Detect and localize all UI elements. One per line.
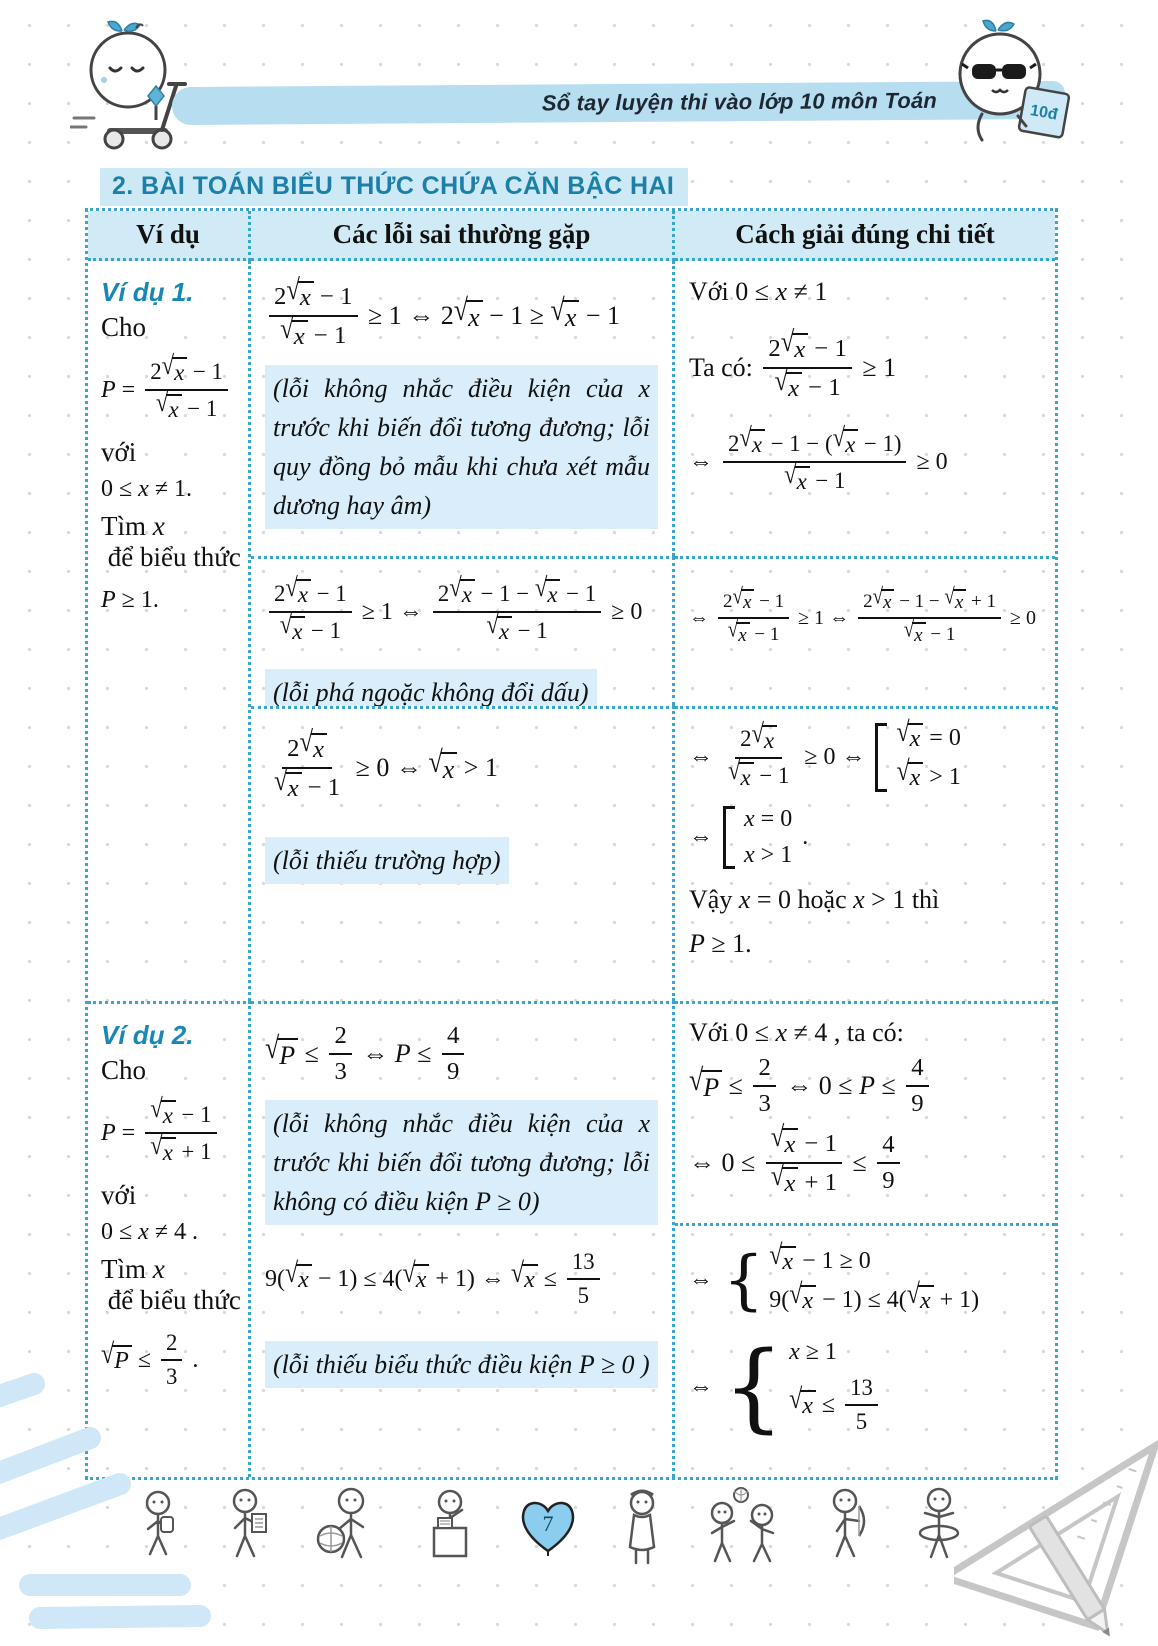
column-header-mistakes: Các lỗi sai thường gặp xyxy=(251,211,675,261)
mistake-note: (lỗi thiếu trường hợp) xyxy=(265,837,509,884)
column-header-solution: Cách giải đúng chi tiết xyxy=(675,211,1055,261)
example2-label: Ví dụ 2. xyxy=(101,1020,194,1050)
formula-line: ⇔ { x ≥ 1 √ x ≤ $\frac{13}{5}$ xyxy=(689,1339,1041,1435)
section-title: 2. BÀI TOÁN BIỂU THỨC CHỨA CĂN BẬC HAI xyxy=(100,168,688,206)
example1-condition: 0 ≤ x ≠ 1. xyxy=(101,476,192,502)
example-table xyxy=(85,208,1058,1480)
formula-line: 2 √ x − 1 √ x − 1 ≥ 1 ⇔ 2 √ x − 1 ≥ √ x − 1 xyxy=(265,281,658,351)
mascot-sunglasses-icon xyxy=(938,16,1083,166)
mistake-note: (lỗi không nhắc điều kiện của x trước khi biến đổi tương đương; lỗi không có điều kiện P ≥ 0) xyxy=(265,1100,658,1225)
mascot-scooter-icon xyxy=(70,18,210,153)
doodle-student-desk-icon xyxy=(422,1488,476,1568)
example1-label: Ví dụ 1. xyxy=(101,277,194,307)
example2-intro: Cho xyxy=(101,1055,147,1085)
page-number-heart xyxy=(516,1495,580,1562)
example1-cell xyxy=(88,261,251,1001)
doodle-student-hat-icon xyxy=(620,1487,664,1569)
example2-cond-label: với xyxy=(101,1180,137,1210)
formula-line: ⇔ { √ x − 1 ≥ 0 9( √ x − 1) ≤ 4( √ x + 1) xyxy=(689,1240,980,1318)
formula-line: 9( √ x − 1) ≤ 4( √ x + 1) ⇔ √ x ≤ $\frac{13}{5}$ xyxy=(265,1249,658,1309)
formula-line: Vậy x = 0 hoặc x > 1 thì xyxy=(689,885,940,914)
example1-task: Tìm x để biểu thức xyxy=(101,511,241,572)
example1-solution1-cell xyxy=(675,261,1055,556)
formula-line: ⇔ 0 ≤ √ x − 1 √ x + 1 ≤ $\frac{4}{9}$ xyxy=(689,1128,1041,1198)
header-ribbon-title: Sổ tay luyện thi vào lớp 10 môn Toán xyxy=(541,87,938,116)
formula-line: ⇔ 2 √ x − 1 √ x − 1 ≥ 1 ⇔ 2 √ x − 1 − √ x + 1 √ x − 1 ≥ 0 xyxy=(689,584,1036,646)
example1-target: P ≥ 1. xyxy=(101,587,159,613)
formula-line: ⇔ 2 √ x √ x − 1 ≥ 0 ⇔ √ x = 0 √ x > 1 xyxy=(689,717,961,791)
formula-line: ⇔ x = 0 x > 1 . xyxy=(689,806,809,868)
column-header-example: Ví dụ xyxy=(88,211,251,261)
formula-line: √ P ≤ $\frac{2}{3}$ ⇔ P ≤ $\frac{4}{9}$ xyxy=(265,1022,658,1086)
score-badge: 10đ xyxy=(1028,102,1059,124)
formula-line: ⇔ 2 √ x − 1 − ( √ x − 1) √ x − 1 ≥ 0 xyxy=(689,422,948,494)
set-square-pencil-icon xyxy=(954,1412,1158,1646)
mistake-note: (lỗi phá ngoặc không đổi dấu) xyxy=(265,669,597,706)
formula-line: Với 0 ≤ x ≠ 1 xyxy=(689,277,828,306)
formula-line: 2 √ x − 1 √ x − 1 ≥ 1 ⇔ 2 √ x − 1 − √ x − 1 √ x − 1 ≥ 0 xyxy=(265,579,658,645)
formula-line: 2 √ x √ x − 1 ≥ 0 ⇔ √ x > 1 xyxy=(274,726,498,802)
header-ribbon xyxy=(172,81,1065,125)
doodle-students-globe-icon xyxy=(313,1487,383,1569)
example1-mistake2-cell xyxy=(251,556,675,706)
example2-mistakes-cell xyxy=(251,1001,675,1477)
example2-solution1-cell xyxy=(675,1001,1055,1223)
formula-line: √ P ≤ $\frac{2}{3}$ ⇔ 0 ≤ P ≤ $\frac{4}{9}$ xyxy=(689,1054,1041,1118)
example1-mistake3-cell xyxy=(251,706,675,1001)
formula-line: P ≥ 1. xyxy=(689,929,752,958)
example1-mistake1-cell xyxy=(251,261,675,556)
mistake-note: (lỗi thiếu biểu thức điều kiện P ≥ 0 ) xyxy=(265,1341,658,1388)
mistake-note: (lỗi không nhắc điều kiện của x trước khi biến đổi tương đương; lỗi quy đồng bỏ mẫu khi chưa xét mẫu dương hay âm) xyxy=(265,365,658,529)
example1-intro: Cho xyxy=(101,312,147,342)
page-number: 7 xyxy=(542,1510,554,1536)
example1-solution3-cell xyxy=(675,706,1055,1001)
example2-task: Tìm x để biểu thức xyxy=(101,1254,241,1315)
doodle-student-archer-icon xyxy=(821,1488,873,1568)
example1-given-formula: P = 2 √ x − 1 √ x − 1 xyxy=(101,357,240,423)
example2-target: √ P ≤ $\frac{2}{3}$ . xyxy=(101,1330,199,1389)
example2-given-formula: P = √ x − 1 √ x + 1 xyxy=(101,1100,240,1166)
brush-strokes-decoration xyxy=(0,1360,300,1646)
example1-cond-label: với xyxy=(101,437,137,467)
example1-solution2-cell xyxy=(675,556,1055,706)
formula-line: Với 0 ≤ x ≠ 4 , ta có: xyxy=(689,1018,904,1047)
doodle-students-ball-icon xyxy=(704,1487,782,1569)
formula-line: Ta có: 2 √ x − 1 √ x − 1 ≥ 1 xyxy=(689,326,897,402)
example2-condition: 0 ≤ x ≠ 4 . xyxy=(101,1219,198,1245)
